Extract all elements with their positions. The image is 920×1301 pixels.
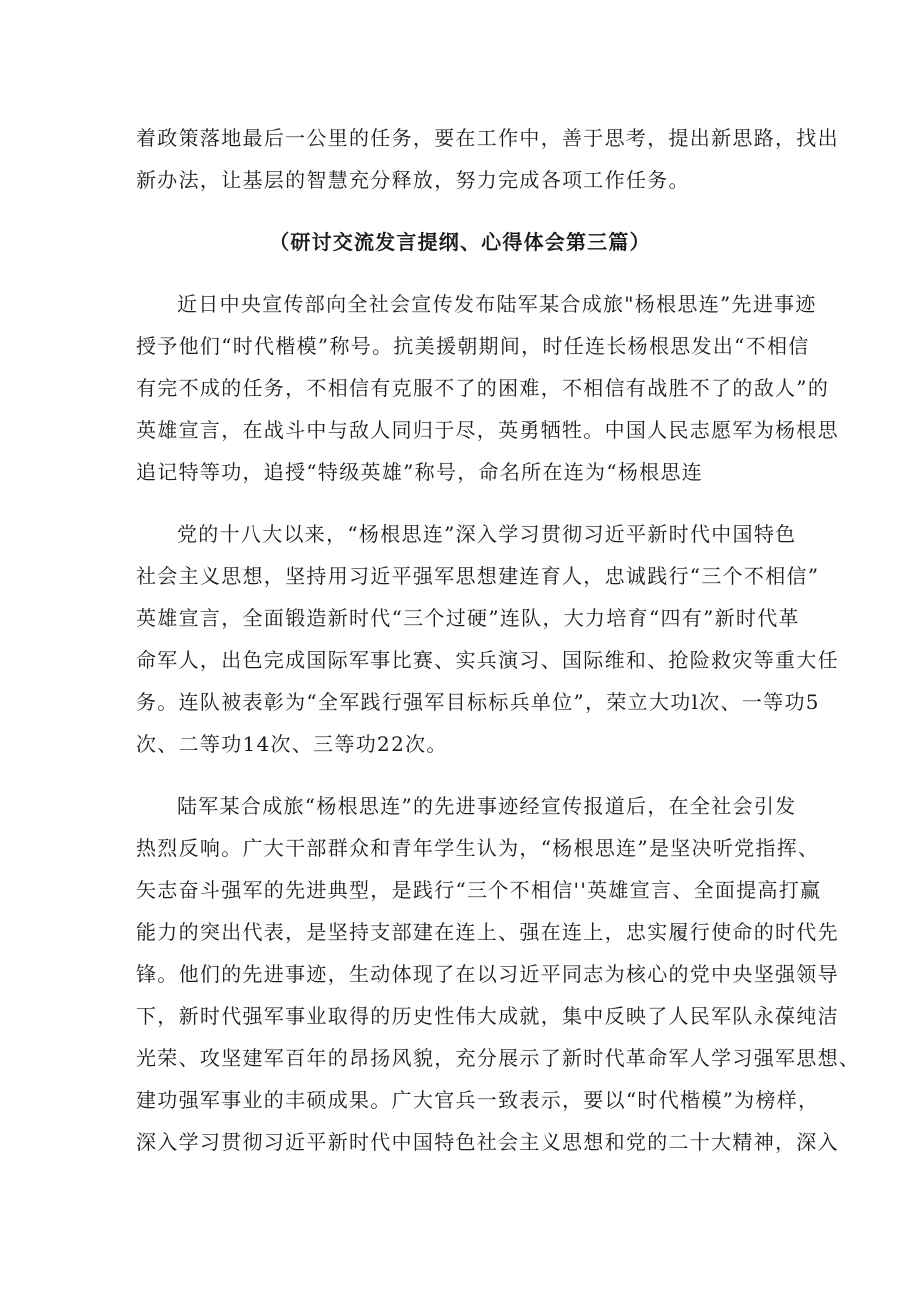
paragraph-line: 英雄宣言，全面锻造新时代“三个过硬”连队，大力培育“四有”新时代革: [136, 606, 800, 630]
paragraph-line: 近日中央宣传部向全社会宣传发布陆军某合成旅"杨根思连”先进事迹: [177, 292, 817, 316]
paragraph-line: 有完不成的任务，不相信有克服不了的困难，不相信有战胜不了的敌人”的: [136, 376, 830, 400]
section-title: （研讨交流发言提纲、心得体会第三篇）: [269, 230, 651, 254]
paragraph-line: 社会主义思想，坚持用习近平强军思想建连育人，忠诚践行“三个不相信”: [136, 564, 820, 588]
paragraph-line: 追记特等功，追授“特级英雄”称号，命名所在连为“杨根思连: [136, 460, 704, 484]
paragraph-line: 锋。他们的先进事迹，生动体现了在以习近平同志为核心的党中央坚强领导: [136, 962, 839, 986]
paragraph-line: 陆军某合成旅“杨根思连”的先进事迹经宣传报道后，在全社会引发: [177, 794, 797, 818]
paragraph-line: 光荣、攻坚建军百年的昂扬风貌，充分展示了新时代革命军人学习强军思想、: [136, 1046, 861, 1070]
paragraph-line: 下，新时代强军事业取得的历史性伟大成就，集中反映了人民军队永葆纯洁: [136, 1004, 839, 1028]
paragraph-line: 英雄宣言，在战斗中与敌人同归于尽，英勇牺牲。中国人民志愿军为杨根思: [136, 418, 839, 442]
text-line: 着政策落地最后一公里的任务，要在工作中，善于思考，提出新思路，找出: [136, 126, 839, 150]
paragraph-line: 建功强军事业的丰硕成果。广大官兵一致表示，要以“时代楷模”为榜样，: [136, 1088, 820, 1112]
paragraph-line: 矢志奋斗强军的先进典型，是践行“三个不相信''英雄宣言、全面提高打赢: [136, 878, 822, 902]
paragraph-line: 热烈反响。广大干部群众和青年学生认为，“杨根思连”是坚决听党指挥、: [136, 836, 820, 860]
paragraph-line: 深入学习贯彻习近平新时代中国特色社会主义思想和党的二十大精神，深入: [136, 1130, 839, 1154]
paragraph-line: 能力的突出代表，是坚持支部建在连上、强在连上，忠实履行使命的时代先: [136, 920, 839, 944]
text-line: 新办法，让基层的智慧充分释放，努力完成各项工作任务。: [136, 168, 690, 192]
paragraph-line: 党的十八大以来，“杨根思连”深入学习贯彻习近平新时代中国特色: [177, 522, 797, 546]
paragraph-line: 授予他们“时代楷模”称号。抗美援朝期间，时任连长杨根思发出“不相信: [136, 334, 810, 358]
paragraph-line: 务。连队被表彰为“全军践行强军目标标兵单位”，荣立大功l次、一等功5: [136, 690, 820, 714]
paragraph-line: 命军人，出色完成国际军事比赛、实兵演习、国际维和、抢险救灾等重大任: [136, 648, 839, 672]
paragraph-line: 次、二等功14次、三等功22次。: [136, 732, 448, 756]
